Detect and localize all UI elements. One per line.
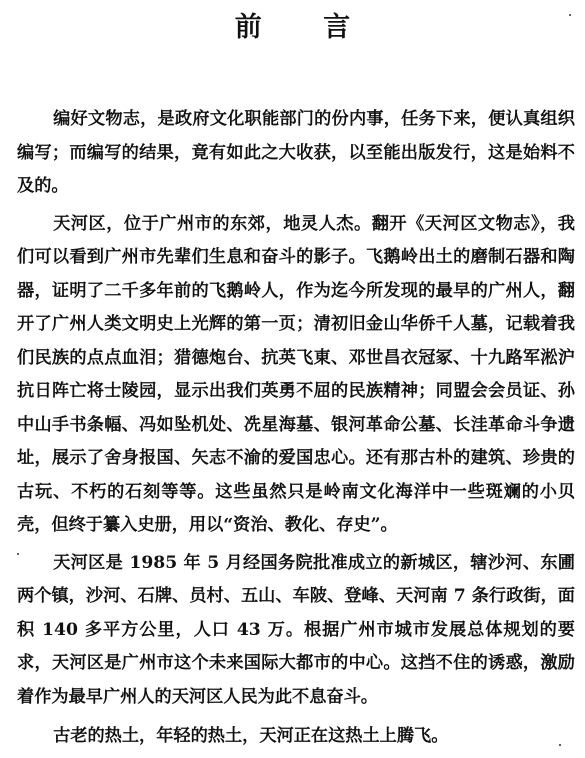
scan-speck xyxy=(559,744,561,746)
paragraph-1: 编好文物志，是政府文化职能部门的份内事，任务下来，便认真组织编写；而编写的结果，竟有如此之大收获，以至能出版发行，这是始料不及的。 xyxy=(17,109,575,196)
scan-speck xyxy=(569,14,571,16)
scan-speck xyxy=(17,553,19,555)
paragraph-4: 古老的热土，年轻的热土，天河正在这热土上腾飞。 xyxy=(53,726,449,746)
paragraph-2: 天河区，位于广州市的东郊，地灵人杰。翻开《天河区文物志》，我们可以看到广州市先辈们生息和奋斗的影子。飞鹅岭出土的磨制石器和陶器，证明了二千多年前的飞鹅岭人，作为迄今所发现的最早的广州人，翻开了广州人类文明史上光辉的第一页；清初旧金山华侨千人墓，记载着我们民族的点点血泪；猎德炮台、抗英飞東、邓世昌衣冠冢、十九路军淞沪抗日阵亡将士陵园，显示出我们英勇不屈的民族精神；同盟会会员证、孙中山手书条幅、冯如坠机处、冼星海墓、银河革命公墓、长洼革命斗争遗址，展示了舍身报国、矢志不渝的爱国忠心。还有那古朴的建筑、珍贵的古玩、不朽的石刻等等。这些虽然只是岭南文化海洋中一些斑斓的小贝壳，但终于纂入史册，用以“资治、教化、存史”。 xyxy=(17,213,575,535)
document-body xyxy=(17,103,575,758)
paragraph-3: 天河区是 1985 年 5 月经国务院批准成立的新城区，辖沙河、东圃两个镇，沙河、石牌、员村、五山、车陂、登峰、天河南 7 条行政街，面积 140 多平方公里，人口 43 万。根据广州市城市发展总体规划的要求，天河区是广州市这个未来国际大都市的中心。这挡不住的诱惑，激励着作为最早广州人的天河区人民为此不息奋斗。 xyxy=(17,552,575,707)
page-title: 前 言 xyxy=(234,12,377,43)
